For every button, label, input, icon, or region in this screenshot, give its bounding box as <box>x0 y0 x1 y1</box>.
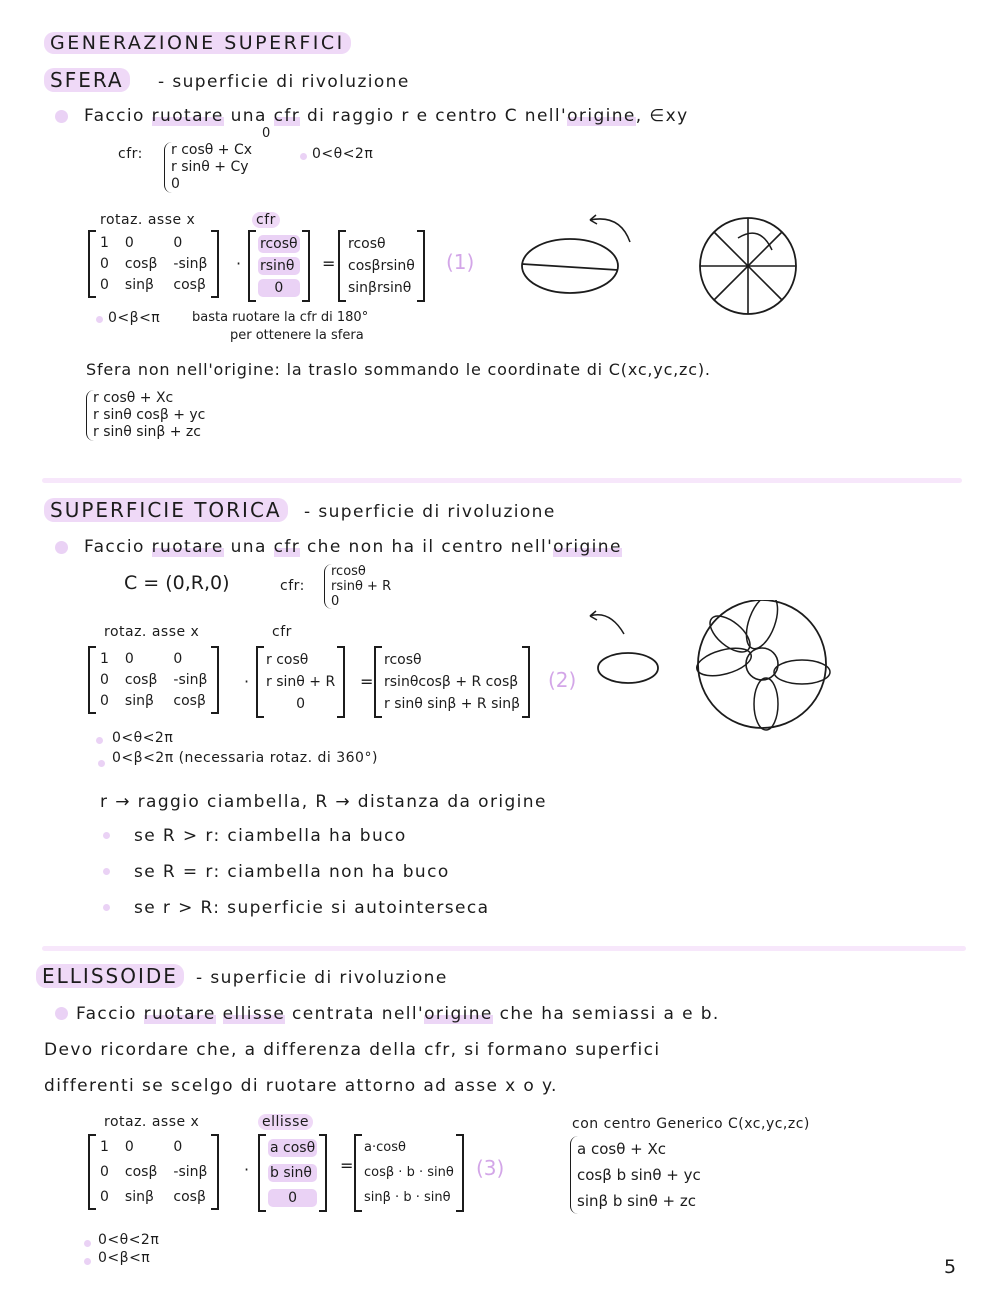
section-divider <box>42 478 962 483</box>
sfera-beta-range: 0<β<π <box>108 310 161 326</box>
text: , ∈xy <box>635 106 689 126</box>
torica-rot-label: rotaz. asse x <box>104 624 200 640</box>
torica-result <box>374 648 530 716</box>
ellissoide-generic-label: con centro Generico C(xc,yc,zc) <box>572 1116 810 1132</box>
row: a cosθ + Xc <box>577 1140 667 1158</box>
m: cosβ <box>173 693 206 709</box>
v: a cosθ <box>270 1140 316 1156</box>
sfera-cfr-tag: cfr <box>252 212 280 228</box>
sfera-rot-label: rotaz. asse x <box>100 212 196 228</box>
ellissoide-vector <box>258 1136 327 1210</box>
r: rsinθcosβ + R cosβ <box>384 674 519 690</box>
equals: = <box>360 672 374 691</box>
v: r cosθ <box>266 652 309 668</box>
m: 0 <box>124 1139 134 1155</box>
r: cosβrsinθ <box>348 258 415 274</box>
dot-operator: · <box>244 1160 250 1179</box>
r: sinβ · b · sinθ <box>364 1190 451 1205</box>
r: cosβ · b · sinθ <box>364 1165 454 1180</box>
sphere-sketch <box>510 210 810 320</box>
row: r sinθ cosβ + yc <box>93 407 206 423</box>
text: che ha semiassi a e b. <box>499 1004 720 1024</box>
bullet-dot <box>98 760 105 767</box>
row: cosβ b sinθ + yc <box>577 1166 701 1184</box>
m: 0 <box>100 277 109 293</box>
section-divider <box>42 946 966 951</box>
text: che non ha il centro nell' <box>306 537 554 557</box>
v: 0 <box>268 1189 317 1207</box>
torica-title: SUPERFICIE TORICA <box>44 498 288 522</box>
row: r sinθ sinβ + zc <box>93 424 201 440</box>
m: cosβ <box>124 672 158 688</box>
m: 0 <box>124 651 134 667</box>
torica-bullet <box>84 537 622 557</box>
text: origine <box>553 537 622 557</box>
text: cfr <box>273 106 301 126</box>
bullet-dot <box>84 1258 91 1265</box>
text: Faccio <box>84 106 145 126</box>
text: ruotare <box>143 1004 216 1024</box>
ellissoide-rot-label: rotaz. asse x <box>104 1114 200 1130</box>
bullet-dot <box>96 316 103 323</box>
bullet-dot <box>103 868 110 875</box>
m: sinβ <box>124 1189 154 1205</box>
text: ellisse <box>222 1004 286 1024</box>
r: r sinθ sinβ + R sinβ <box>384 696 521 712</box>
r: sinβrsinθ <box>348 280 412 296</box>
dot-operator: · <box>236 254 242 273</box>
m: -sinβ <box>173 1164 208 1180</box>
ellissoide-generic-system <box>570 1136 701 1214</box>
torica-rotation-matrix <box>88 648 219 712</box>
sfera-cfr-system <box>164 142 252 193</box>
bullet-dot <box>55 541 68 554</box>
eq-number-3: (3) <box>476 1156 505 1180</box>
bullet-dot <box>103 832 110 839</box>
r: a·cosθ <box>364 1140 406 1155</box>
m: 1 <box>100 651 109 667</box>
page-title: GENERAZIONE SUPERFICI <box>44 32 351 54</box>
m: 0 <box>100 256 109 272</box>
ellissoide-subtitle: - superficie di rivoluzione <box>196 968 448 988</box>
torica-case-2: se R = r: ciambella non ha buco <box>134 862 450 882</box>
sfera-translated-system <box>86 390 205 441</box>
m: cosβ <box>173 1189 206 1205</box>
m: -sinβ <box>173 256 208 272</box>
v: 0 <box>296 696 306 712</box>
sfera-result <box>338 232 425 300</box>
torica-cfr-system <box>324 564 391 609</box>
sfera-bullet <box>84 106 689 126</box>
text: centrata nell' <box>292 1004 425 1024</box>
row: rsinθ + R <box>331 579 392 594</box>
ellissoide-title: ELLISSOIDE <box>36 964 184 988</box>
text: Faccio <box>76 1004 137 1024</box>
equals: = <box>340 1156 354 1175</box>
ellissoide-beta-range: 0<β<π <box>98 1250 151 1266</box>
v: b sinθ <box>268 1164 317 1182</box>
cfr-row: 0 <box>171 176 180 192</box>
m: 0 <box>124 235 134 251</box>
sfera-theta-range: 0<θ<2π <box>312 146 374 162</box>
v: r sinθ + R <box>266 674 336 690</box>
sfera-rotation-matrix <box>88 232 219 296</box>
sfera-note-1: basta ruotare la cfr di 180° <box>192 310 369 325</box>
cfr-zero-note: 0 <box>262 126 271 141</box>
torus-sketch <box>580 600 860 740</box>
sfera-subtitle: - superficie di rivoluzione <box>158 72 410 92</box>
m: 0 <box>100 693 109 709</box>
eq-number-2: (2) <box>548 668 577 692</box>
v: rcosθ <box>260 236 298 252</box>
m: 0 <box>100 1189 109 1205</box>
bullet-dot <box>300 153 307 160</box>
sfera-note-2: per ottenere la sfera <box>230 328 364 343</box>
torica-center: C = (0,R,0) <box>124 572 230 594</box>
m: 1 <box>100 235 109 251</box>
text: ruotare <box>151 106 224 126</box>
m: 0 <box>173 1139 183 1155</box>
bullet-dot <box>103 904 110 911</box>
bullet-dot <box>96 737 103 744</box>
eq-number-1: (1) <box>446 250 475 274</box>
torica-case-1: se R > r: ciambella ha buco <box>134 826 407 846</box>
r: rcosθ <box>348 236 386 252</box>
text: cfr <box>273 537 301 557</box>
torica-radius-line: r → raggio ciambella, R → distanza da origine <box>100 792 547 812</box>
text: una <box>230 537 267 557</box>
text: una <box>230 106 267 126</box>
text: origine <box>424 1004 493 1024</box>
text: origine <box>567 106 636 126</box>
cfr-row: r cosθ + Cx <box>171 142 253 158</box>
text: Faccio <box>84 537 145 557</box>
ellissoide-line-3: differenti se scelgo di ruotare attorno ad asse x o y. <box>44 1076 558 1096</box>
m: 1 <box>100 1139 109 1155</box>
v: rsinθ <box>258 257 300 275</box>
row: r cosθ + Xc <box>93 390 174 406</box>
ellissoide-tag: ellisse <box>258 1114 313 1130</box>
m: cosβ <box>124 256 158 272</box>
bullet-dot <box>55 110 68 123</box>
bullet-dot <box>55 1007 68 1020</box>
torica-cfr-label: cfr: <box>280 578 305 594</box>
m: 0 <box>100 1164 109 1180</box>
torica-subtitle: - superficie di rivoluzione <box>304 502 556 522</box>
sfera-vector <box>248 232 310 300</box>
bullet-dot <box>84 1240 91 1247</box>
m: -sinβ <box>173 672 208 688</box>
sfera-cfr-label: cfr: <box>118 146 143 162</box>
page-number: 5 <box>944 1256 957 1278</box>
row: 0 <box>331 594 340 609</box>
torica-case-3: se r > R: superficie si autointerseca <box>134 898 490 918</box>
m: cosβ <box>173 277 206 293</box>
torica-vector <box>256 648 345 716</box>
ellissoide-result <box>354 1136 464 1210</box>
cfr-row: r sinθ + Cy <box>171 159 249 175</box>
sfera-title: SFERA <box>44 68 130 92</box>
dot-operator: · <box>244 672 250 691</box>
text: di raggio r e centro C nell' <box>306 106 568 126</box>
ellissoide-theta-range: 0<θ<2π <box>98 1232 160 1248</box>
ellissoide-bullet <box>76 1004 720 1024</box>
m: 0 <box>173 651 183 667</box>
ellissoide-line-2: Devo ricordare che, a differenza della cfr, si formano superfici <box>44 1040 661 1060</box>
torica-theta-range: 0<θ<2π <box>112 730 174 746</box>
ellissoide-rotation-matrix <box>88 1136 219 1208</box>
equals: = <box>322 254 336 273</box>
m: 0 <box>173 235 183 251</box>
m: sinβ <box>124 693 154 709</box>
row: rcosθ <box>331 564 366 579</box>
sfera-non-origin: Sfera non nell'origine: la traslo sommando le coordinate di C(xc,yc,zc). <box>86 360 711 379</box>
m: sinβ <box>124 277 154 293</box>
text: ruotare <box>151 537 224 557</box>
v: 0 <box>258 279 300 297</box>
m: cosβ <box>124 1164 158 1180</box>
row: sinβ b sinθ + zc <box>577 1192 697 1210</box>
torica-cfr-tag: cfr <box>272 624 292 640</box>
r: rcosθ <box>384 652 422 668</box>
torica-beta-range: 0<β<2π (necessaria rotaz. di 360°) <box>112 750 378 766</box>
m: 0 <box>100 672 109 688</box>
